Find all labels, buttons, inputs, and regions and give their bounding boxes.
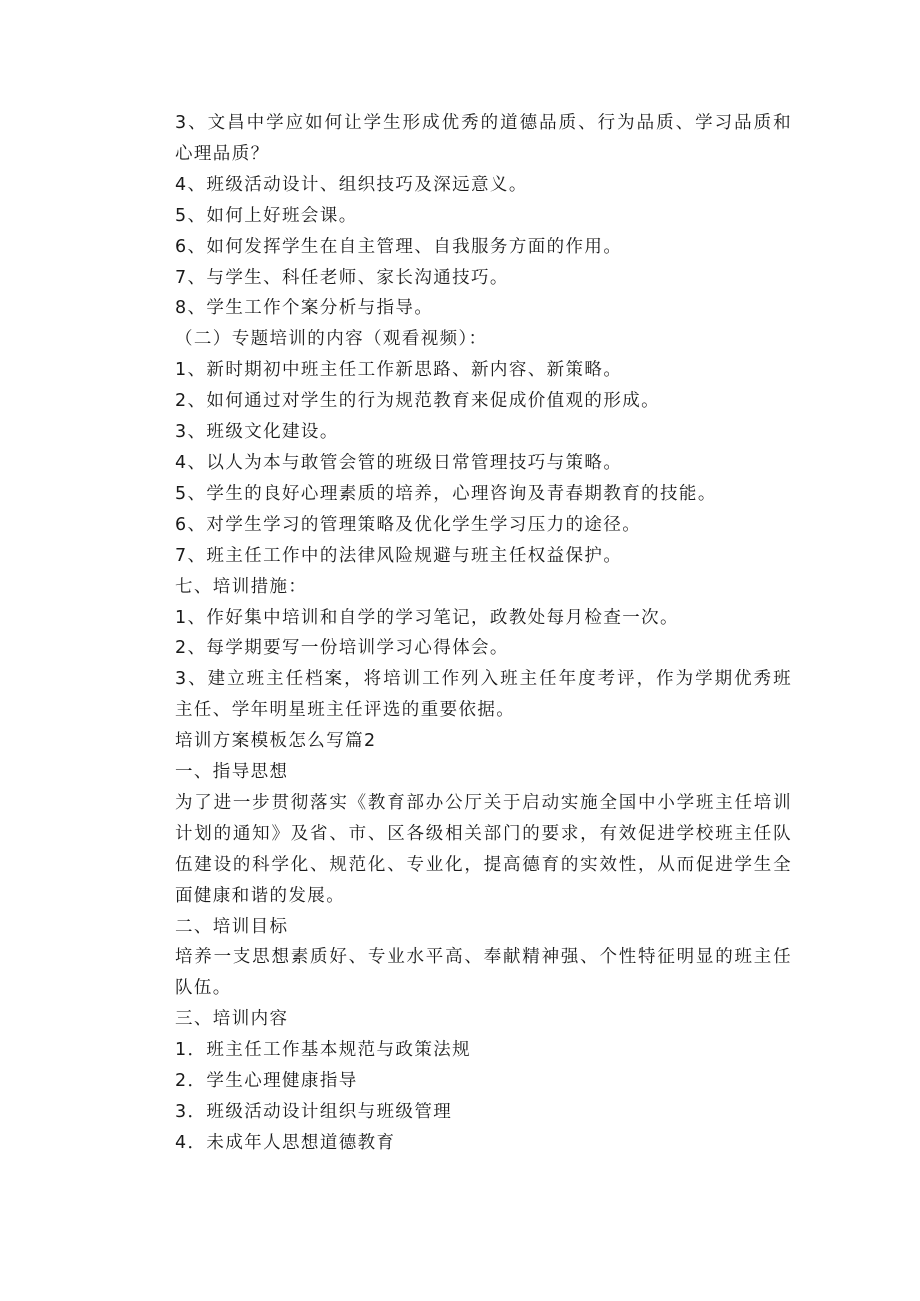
paragraph: 1、作好集中培训和自学的学习笔记，政教处每月检查一次。	[175, 607, 679, 628]
paragraph: 8、学生工作个案分析与指导。	[175, 298, 434, 319]
paragraph: 二、培训目标	[175, 916, 289, 937]
paragraph: 7、班主任工作中的法律风险规避与班主任权益保护。	[175, 545, 623, 566]
paragraph: 1．班主任工作基本规范与政策法规	[175, 1040, 472, 1061]
paragraph: 6、如何发挥学生在自主管理、自我服务方面的作用。	[175, 236, 623, 257]
paragraph: 3、文昌中学应如何让学生形成优秀的道德品质、行为品质、学习品质和心理品质？	[175, 113, 792, 164]
paragraph: 3．班级活动设计组织与班级管理	[175, 1102, 453, 1122]
paragraph: 4、以人为本与敢管会管的班级日常管理技巧与策略。	[175, 452, 623, 473]
paragraph: 3、班级文化建设。	[175, 422, 339, 443]
paragraph: 培训方案模板怎么写篇2	[175, 731, 377, 752]
paragraph: 1、新时期初中班主任工作新思路、新内容、新策略。	[175, 360, 623, 381]
paragraph: 培养一支思想素质好、专业水平高、奉献精神强、个性特征明显的班主任队伍。	[175, 947, 792, 999]
paragraph: 5、学生的良好心理素质的培养，心理咨询及青春期教育的技能。	[175, 483, 717, 504]
paragraph: 2、每学期要写一份培训学习心得体会。	[175, 638, 509, 659]
paragraph: 一、指导思想	[175, 762, 289, 783]
paragraph: 2．学生心理健康指导	[175, 1071, 358, 1092]
paragraph: 七、培训措施：	[175, 576, 308, 597]
paragraph: 三、培训内容	[175, 1009, 289, 1030]
paragraph: （二）专题培训的内容（观看视频）：	[175, 329, 488, 350]
paragraph: 2、如何通过对学生的行为规范教育来促成价值观的形成。	[175, 391, 661, 412]
paragraph: 为了进一步贯彻落实《教育部办公厅关于启动实施全国中小学班主任培训计划的通知》及省、市、区各级相关部门的要求，有效促进学校班主任队伍建设的科学化、规范化、专业化，提高德育的实效性，从而促进学生全面健康和谐的发展。	[175, 792, 792, 906]
paragraph: 3、建立班主任档案，将培训工作列入班主任年度考评，作为学期优秀班主任、学年明星班主任评选的重要依据。	[175, 669, 792, 721]
paragraph: 7、与学生、科任老师、家长沟通技巧。	[175, 267, 509, 288]
paragraph: 6、对学生学习的管理策略及优化学生学习压力的途径。	[175, 514, 642, 535]
paragraph: 5、如何上好班会课。	[175, 205, 358, 226]
paragraph: 4．未成年人思想道德教育	[175, 1132, 396, 1153]
document-body	[137, 108, 792, 1159]
paragraph: 4、班级活动设计、组织技巧及深远意义。	[175, 174, 528, 195]
